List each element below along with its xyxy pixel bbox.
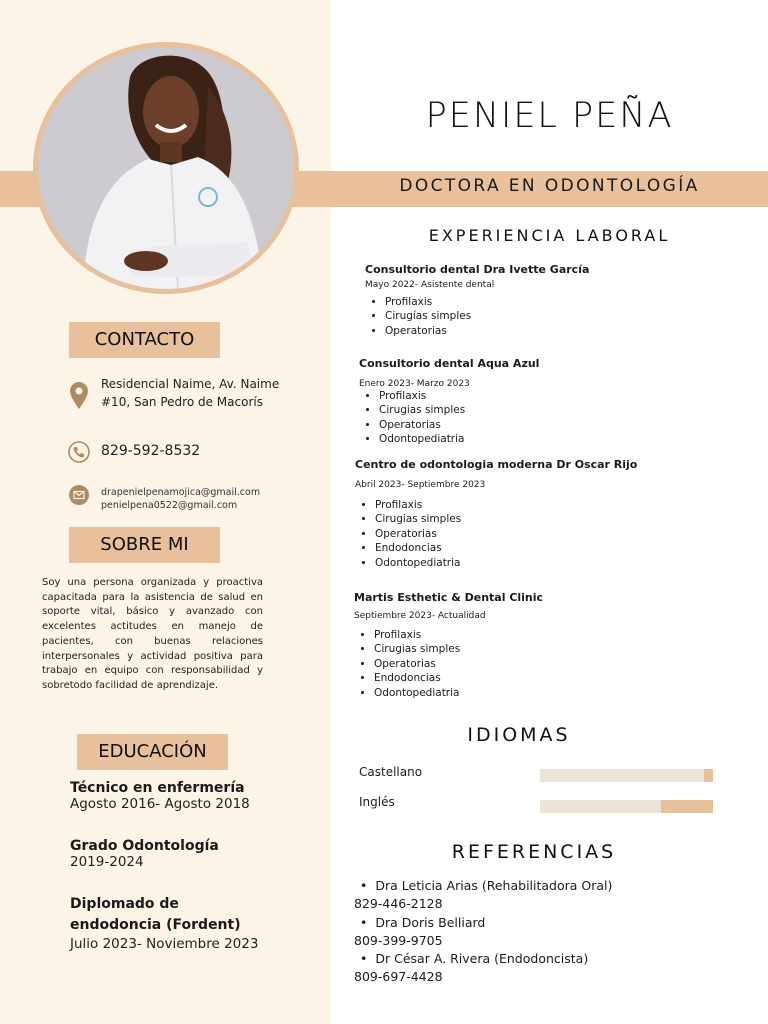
education-item-title: Diplomado de endodoncia (Fordent) <box>70 896 241 933</box>
job-entry <box>355 458 637 570</box>
education-title: EDUCACIÓN <box>77 734 228 770</box>
profile-photo-illustration <box>38 47 294 289</box>
about-text: Soy una persona organizada y proactiva capacitada para la asistencia de salud en soporte vital, básico y avanzado con excelentes actitudes en manejo de pacientes, con buenas relaciones interpersonales y actividad positiva para trabajo en equipo con responsabilidad y sobretodo facilidad de aprendizaje. <box>42 577 263 691</box>
phone-number: 829-592-8532 <box>101 443 201 459</box>
email-2: penielpena0522@gmail.com <box>101 499 238 511</box>
job-task: • Profilaxis <box>374 628 543 642</box>
job-task: • Cirugias simples <box>375 512 637 526</box>
phone-icon <box>68 441 90 463</box>
job-tasks <box>355 498 637 570</box>
education-item-dates: Agosto 2016- Agosto 2018 <box>70 796 250 812</box>
job-task: • Operatorias <box>375 527 637 541</box>
reference-name: • Dr César A. Rivera (Endodoncista) <box>354 950 612 968</box>
job-entry <box>359 357 539 447</box>
job-task: • Profilaxis <box>385 295 589 309</box>
reference-phone: 809-399-9705 <box>354 932 443 948</box>
education-item-dates: 2019-2024 <box>70 854 144 870</box>
languages-title: IDIOMAS <box>467 724 571 746</box>
job-task: • Endodoncias <box>375 541 637 555</box>
job-task: • Odontopediatria <box>379 432 539 446</box>
job-task: • Cirugias simples <box>374 642 543 656</box>
address-line-1: Residencial Naime, Av. Naime <box>101 377 280 391</box>
job-date: Enero 2023- Marzo 2023 <box>359 379 470 389</box>
job-tasks <box>354 628 543 700</box>
profile-photo <box>38 47 294 289</box>
references-title: REFERENCIAS <box>451 841 617 863</box>
language-level-fill <box>661 800 713 813</box>
job-role: DOCTORA EN ODONTOLOGÍA <box>399 176 700 196</box>
location-pin-icon <box>70 382 88 409</box>
education-item <box>70 838 320 870</box>
education-item <box>70 780 320 812</box>
job-tasks <box>359 389 539 447</box>
person-name: PENIEL PEÑA <box>425 96 674 136</box>
emails <box>101 487 260 512</box>
experience-title: EXPERIENCIA LABORAL <box>428 226 671 245</box>
job-title: Consultorio dental Aqua Azul <box>359 357 540 370</box>
job-task: • Operatorias <box>385 324 589 338</box>
about-title: SOBRE MI <box>69 527 220 563</box>
job-title: Centro de odontologia moderna Dr Oscar Rijo <box>355 458 638 471</box>
job-date: Septiembre 2023- Actualidad <box>354 611 486 621</box>
language-level-bar <box>540 769 713 782</box>
reference-phone: 809-697-4428 <box>354 969 443 985</box>
job-entry <box>365 263 589 338</box>
language-name: Inglés <box>359 795 395 809</box>
job-task: • Operatorias <box>374 657 543 671</box>
job-task: • Endodoncias <box>374 671 543 685</box>
job-date: Abril 2023- Septiembre 2023 <box>355 480 486 490</box>
job-task: • Operatorias <box>379 418 539 432</box>
reference-name: • Dra Leticia Arias (Rehabilitadora Oral) <box>354 877 612 895</box>
job-title: Martis Esthetic & Dental Clinic <box>354 591 544 604</box>
address <box>101 376 279 411</box>
job-tasks <box>365 295 589 338</box>
language-level-bar <box>540 800 713 813</box>
job-task: • Profilaxis <box>375 498 637 512</box>
education-item-dates: Julio 2023- Noviembre 2023 <box>70 936 259 952</box>
job-title: Consultorio dental Dra Ivette García <box>365 263 590 276</box>
language-name: Castellano <box>359 765 423 779</box>
job-task: • Cirugías simples <box>385 309 589 323</box>
reference-phone: 829-446-2128 <box>354 896 443 912</box>
job-task: • Profilaxis <box>379 389 539 403</box>
address-line-2: #10, San Pedro de Macorís <box>101 394 263 409</box>
email-1: drapenielpenamojica@gmail.com <box>101 487 261 498</box>
job-task: • Cirugias simples <box>379 403 539 417</box>
education-item-title: Grado Odontología <box>70 838 219 854</box>
job-task: • Odontopediatria <box>375 556 637 570</box>
language-level-fill <box>704 769 713 782</box>
education-item <box>70 894 270 952</box>
education-item-title: Técnico en enfermería <box>70 780 245 796</box>
contact-title: CONTACTO <box>69 322 220 358</box>
mail-icon <box>69 485 89 505</box>
job-entry <box>354 591 543 700</box>
reference-name: • Dra Doris Belliard <box>354 914 612 932</box>
references-list <box>354 877 612 987</box>
job-task: • Odontopediatria <box>374 686 543 700</box>
job-date: Mayo 2022- Asistente dental <box>365 280 495 290</box>
